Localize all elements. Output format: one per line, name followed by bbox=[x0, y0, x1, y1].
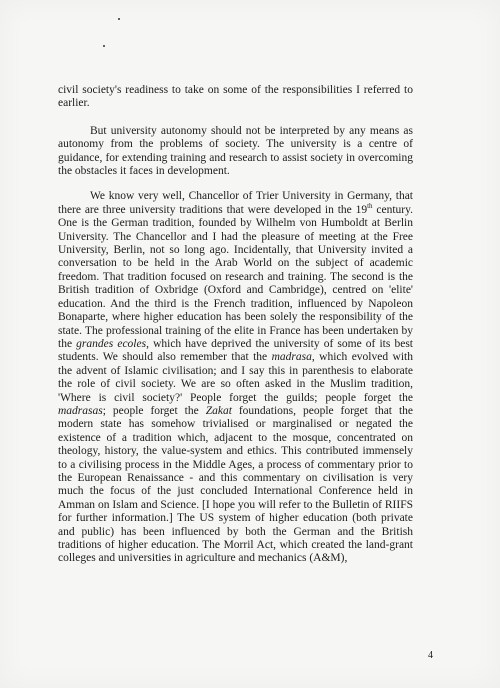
italic-term: madrasa bbox=[271, 351, 312, 364]
document-body bbox=[58, 84, 413, 566]
scan-speck bbox=[103, 45, 105, 47]
paragraph-3-text: We know very well, Chancellor of Trier University in Germany, that there are three university traditions that were developed in the 19 bbox=[58, 190, 413, 216]
paragraph-3-text: , which have deprived the university of some of its best students. We should also remember that the bbox=[58, 337, 413, 364]
paragraph-2-text: But university autonomy should not be interpreted by any means as autonomy from the problems of society. The university is a centre of guidance, for extending training and research to assist society in overcoming the obstacles it faces in development. bbox=[58, 124, 413, 178]
italic-term: Zakat bbox=[205, 404, 232, 417]
paragraph-1-text: civil society's readiness to take on some of the responsibilities I referred to earlier. bbox=[58, 84, 413, 110]
paragraph-3 bbox=[58, 190, 413, 565]
page-number: 4 bbox=[428, 650, 433, 661]
paragraph-3-text: , which evolved with the advent of Islamic civilisation; and I say this in parenthesis to elaborate the role of civil society. We are so often asked in the Muslim tradition, 'Where is civil society?' People forget the guilds; people forget the bbox=[58, 351, 413, 404]
paragraph-1 bbox=[58, 84, 413, 111]
italic-term: grandes ecoles bbox=[76, 337, 147, 350]
paragraph-3-text: century. One is the German tradition, founded by Wilhelm von Humboldt at Berlin University. The Chancellor and I had the pleasure of meeting at the Free University, Berlin, not so long ago. Incidentally, that University invited a conversation to be held in the Arab World on the subject of academic freedom. That tradition focused on research and training. The second is the British tradition of Oxbridge (Oxford and Cambridge), centred on 'elite' education. And the third is the French tradition, influenced by Napoleon Bonaparte, where higher education has been solely the responsibility of the state. The professional training of the elite in France has been undertaken by the bbox=[58, 203, 413, 350]
paragraph-2 bbox=[58, 125, 413, 179]
italic-term: madrasas bbox=[58, 404, 103, 417]
scan-speck bbox=[118, 18, 120, 20]
superscript-th: th bbox=[367, 202, 373, 211]
paragraph-3-text: ; people forget the bbox=[102, 404, 206, 417]
paragraph-3-text: foundations, people forget that the modern state has somehow trivialised or marginalised or negated the existence of a tradition which, adjacent to the mosque, concentrated on theology, history, the value-system and ethics. This contributed immensely to a civilising process in the Middle Ages, a process of commentary prior to the European Renaissance - and this commentary on civilisation is very much the focus of the just concluded International Conference held in Amman on Islam and Science. [I hope you will refer to the Bulletin of RIIFS for further information.] The US system of higher education (both private and public) has been influenced by both the German and the British traditions of higher education. The Morril Act, which created the land-grant colleges and universities in agriculture and mechanics (A&M), bbox=[58, 404, 414, 565]
